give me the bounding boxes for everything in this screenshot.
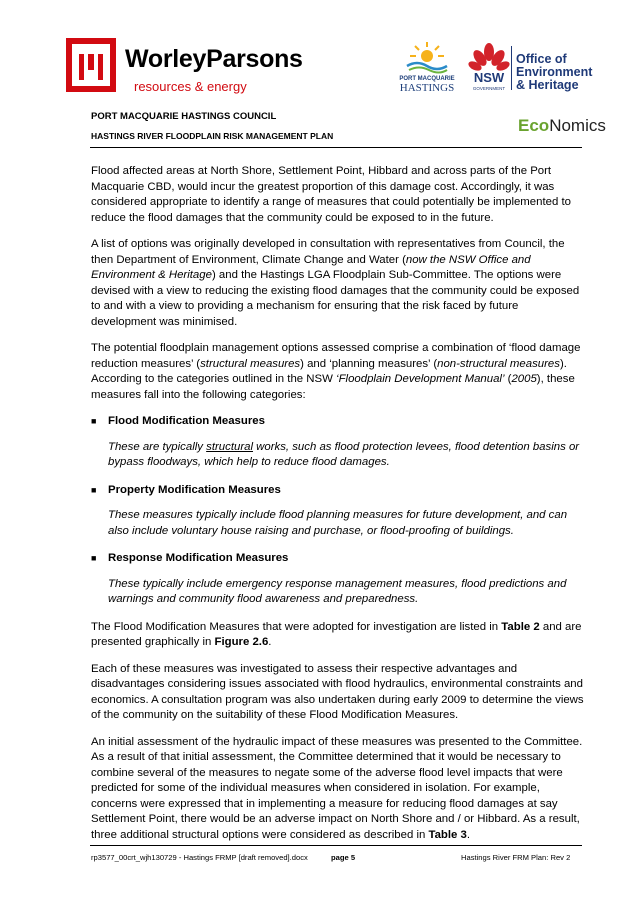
footer-document-reference: rp3577_00crt_wjh130729 - Hastings FRMP [draft removed].docx — [91, 853, 308, 862]
oeh-line-1: Office of — [516, 52, 567, 66]
bullet-description: These measures typically include flood planning measures for future development, and can also include voluntary house raising and purchase, or flood-proofing of buildings. — [108, 509, 568, 537]
economics-logo — [518, 116, 606, 136]
nomics-text: Nomics — [549, 116, 606, 135]
bullet-title: Response Modification Measures — [108, 552, 289, 564]
bullet-flood-modification — [91, 414, 586, 430]
paragraph-2: A list of options was originally developed in consultation with representatives from Council, the then Department of Environment, Climate Change and Water (now the NSW Office and Environment & Heritage) and the Hastings LGA Floodplain Sub-Committee. The options were devised with a view to reducing the existing flood damages that the community could be exposed to and with a view to providing a mechanism for ensuring that the risk faced by future development was minimised. — [91, 238, 580, 328]
nsw-government-text: GOVERNMENT — [472, 86, 506, 91]
council-name: PORT MACQUARIE HASTINGS COUNCIL — [91, 111, 277, 122]
pmh-bottom-text: HASTINGS — [399, 82, 455, 94]
bullet-property-modification — [91, 483, 586, 499]
document-body — [91, 164, 586, 854]
footer-page-number: page 5 — [331, 853, 356, 862]
paragraph-6: An initial assessment of the hydraulic impact of these measures was presented to the Committee. As a result of that initial assessment, the Committee determined that it would be necessary to combine several of the measures to negate some of the adverse flood level impacts that were predicted for some of the individual measures when considered in isolation. For example, concerns were expressed that in implementing a measure for reducing flood damages at say Settlement Point, there would be an adverse impact on North Shore and / or Hibbard. As a result, three additional structural options were considered as described in Table 3. — [91, 735, 583, 841]
bullet-title: Flood Modification Measures — [108, 415, 265, 427]
paragraph-4: The Flood Modification Measures that were adopted for investigation are listed in Table 2 and are presented graphically in Figure 2.6. — [91, 620, 582, 648]
plan-title: HASTINGS RIVER FLOODPLAIN RISK MANAGEMENT PLAN — [91, 131, 334, 141]
pmh-top-text: PORT MACQUARIE — [399, 76, 455, 82]
oeh-logo-text — [516, 53, 592, 92]
header-divider — [90, 147, 582, 148]
bullet-square-icon: ■ — [91, 416, 97, 426]
eco-text: Eco — [518, 116, 550, 135]
bullet-response-modification — [91, 551, 586, 567]
paragraph-1: Flood affected areas at North Shore, Settlement Point, Hibbard and across parts of the Port Macquarie CBD, would incur the greatest proportion of this damage cost. Accordingly, it was considered appropriate to identify a range of measures that could potentially be implemented to reduce the flood damages that the community could be exposed to in the future. — [91, 165, 571, 224]
bullet-description: These are typically structural works, such as flood protection levees, flood detention basins or bypass floodways, which help to reduce flood damages. — [108, 440, 580, 468]
bullet-title: Property Modification Measures — [108, 483, 281, 496]
bullet-square-icon: ■ — [91, 484, 97, 495]
company-name: WorleyParsons — [125, 45, 303, 73]
bullet-square-icon: ■ — [91, 553, 97, 563]
port-macquarie-hastings-logo-icon — [393, 36, 461, 94]
oeh-line-3: & Heritage — [516, 78, 579, 92]
footer-revision: Hastings River FRM Plan: Rev 2 — [461, 853, 571, 862]
worleyparsons-logo-icon — [66, 38, 116, 92]
nsw-text: NSW — [473, 70, 505, 85]
footer-divider — [90, 845, 582, 846]
paragraph-3: The potential floodplain management options assessed comprise a combination of ‘flood damage reduction measures’ (structural measures) and ‘planning measures’ (non-structural measures). According to the categories outlined in the NSW ‘Floodplain Development Manual’ (2005), these measures fall into the following categories: — [91, 342, 581, 401]
nsw-government-logo-icon — [466, 42, 512, 94]
oeh-divider — [511, 46, 512, 90]
paragraph-5: Each of these measures was investigated to assess their respective advantages and disadvantages considering issues associated with flood hydraulics, environmental constraints and economics. A consultation program was also undertaken during early 2009 to determine the views of the community on the suitability of these Flood Modification Measures. — [91, 662, 584, 721]
company-tagline: resources & energy — [134, 79, 247, 94]
oeh-line-2: Environment — [516, 65, 593, 79]
bullet-description: These typically include emergency response management measures, flood predictions and warnings and community flood awareness and preparedness. — [108, 577, 567, 605]
